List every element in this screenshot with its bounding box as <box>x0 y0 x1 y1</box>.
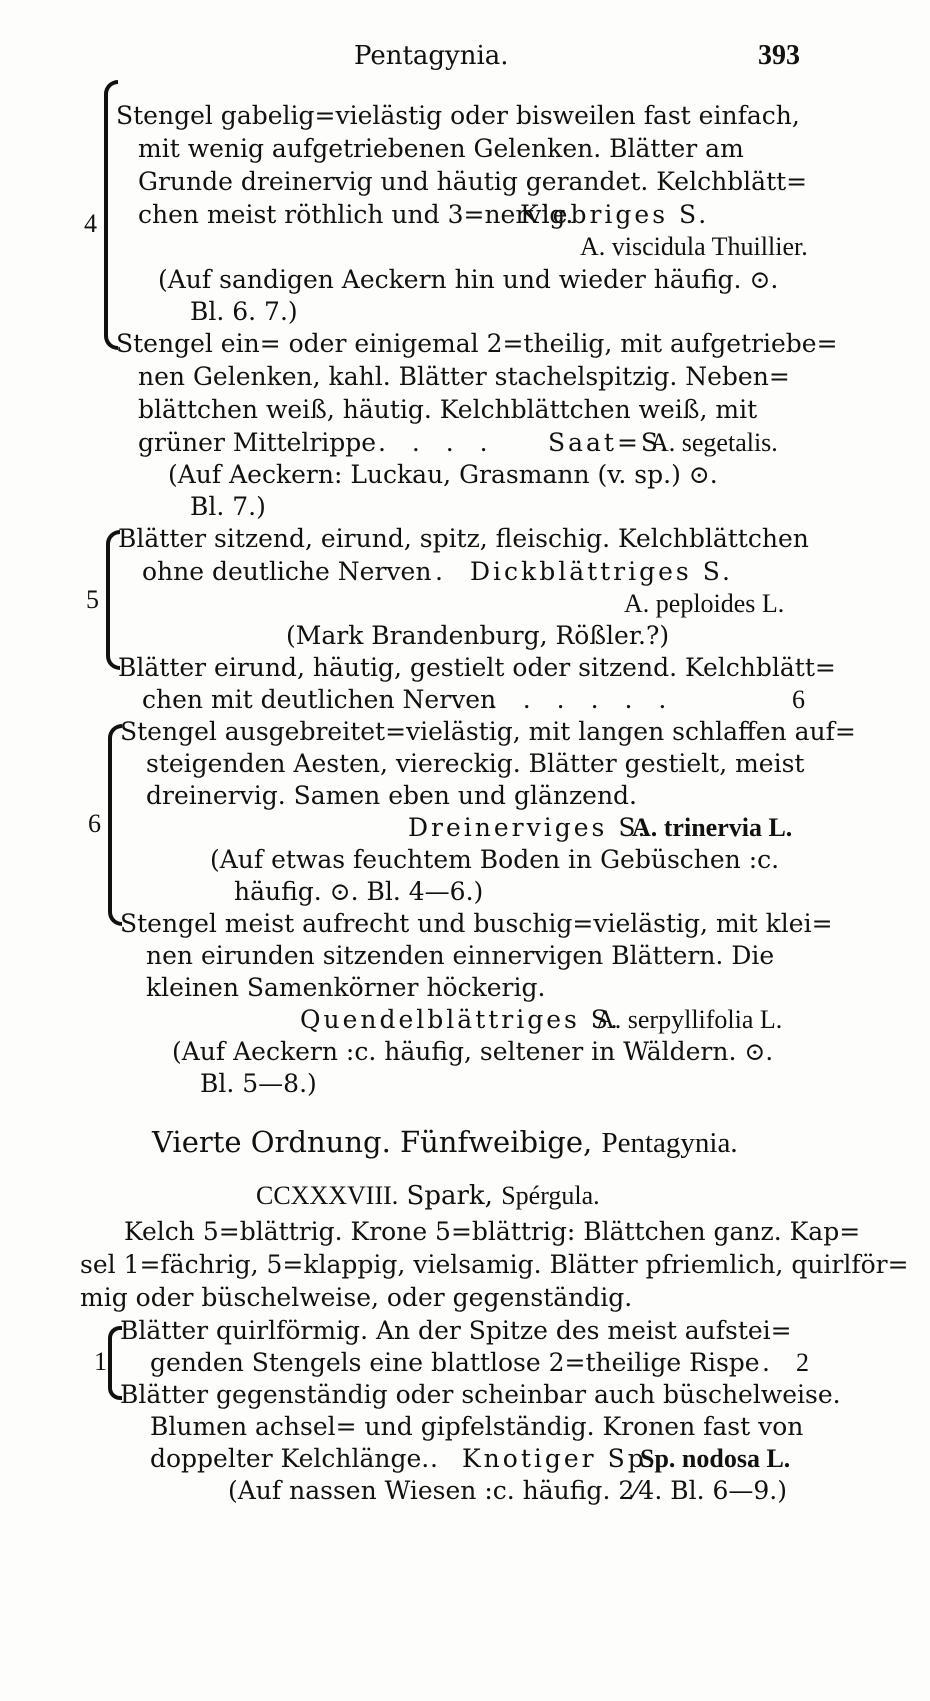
lead-reference: 6 <box>792 685 805 714</box>
latin-name: A. trinervia L. <box>632 813 793 842</box>
couplet-number: 4 <box>84 209 97 238</box>
genus-latin: Spérgula. <box>501 1181 600 1210</box>
flowering-note: Bl. 5—8.) <box>200 1069 317 1098</box>
couplet-4a-line-4: chen meist röthlich und 3=nervig. <box>138 200 574 229</box>
key-1a-line-2: genden Stengels eine blattlose 2=theilige Rispe <box>150 1348 760 1377</box>
latin-name: A. viscidula Thuillier. <box>580 232 808 261</box>
habitat-note: (Auf sandigen Aeckern hin und wieder häufig. ⊙. <box>158 265 779 294</box>
running-title: Pentagynia. <box>354 41 509 71</box>
latin-name: Sp. nodosa L. <box>640 1444 791 1473</box>
couplet-4b-line-2: nen Gelenken, kahl. Blätter stachelspitzig. Neben= <box>138 362 790 391</box>
latin-name: A. serpyllifolia L. <box>596 1005 783 1034</box>
habitat-note: (Auf Aeckern :c. häufig, seltener in Wäldern. ⊙. <box>172 1037 774 1066</box>
habitat-note: (Auf Aeckern: Luckau, Grasmann (v. sp.) ⊙. <box>168 460 718 489</box>
habitat-note: (Auf etwas feuchtem Boden in Gebüschen :c. <box>210 845 780 874</box>
key-1b-line-3: doppelter Kelchlänge. <box>150 1444 430 1473</box>
order-heading <box>152 1124 738 1161</box>
genus-description-line-3: mig oder büschelweise, oder gegenständig. <box>80 1283 633 1312</box>
couplet-4b-line-1: Stengel ein= oder einigemal 2=theilig, mit aufgetriebe= <box>116 329 838 358</box>
genus-heading <box>256 1180 600 1212</box>
couplet-6b-line-2: nen eirunden sitzenden einnervigen Blättern. Die <box>146 941 775 970</box>
order-german: Vierte Ordnung. Fünfweibige, <box>152 1125 593 1159</box>
couplet-number: 5 <box>86 585 99 614</box>
brace-couplet-6 <box>108 724 122 926</box>
order-latin: Pentagynia. <box>601 1127 738 1159</box>
common-name: Saat=S. <box>548 428 672 457</box>
genus-german: Spark, <box>406 1181 493 1211</box>
genus-number: CCXXXVIII. <box>256 1181 399 1210</box>
genus-description-line-2: sel 1=fächrig, 5=klappig, vielsamig. Blätter pfriemlich, quirlför= <box>80 1250 909 1279</box>
common-name: Dickblättriges S. <box>470 557 733 586</box>
key-1a-line-1: Blätter quirlförmig. An der Spitze des meist aufstei= <box>120 1316 792 1345</box>
couplet-4a-line-2: mit wenig aufgetriebenen Gelenken. Blätter am <box>138 134 744 163</box>
leader-dots: . . . . <box>378 428 497 457</box>
common-name: Dreinerviges S. <box>408 813 649 842</box>
latin-name: A. peploides L. <box>624 589 785 618</box>
lead-reference: 2 <box>796 1348 809 1377</box>
couplet-6b-line-3: kleinen Samenkörner höckerig. <box>146 973 546 1002</box>
couplet-5b-line-1: Blätter eirund, häutig, gestielt oder sitzend. Kelchblätt= <box>118 653 836 682</box>
common-name: Knotiger Sp. <box>462 1444 658 1473</box>
couplet-5b-line-2: chen mit deutlichen Nerven <box>142 685 497 714</box>
latin-name: A. segetalis. <box>650 428 778 457</box>
leader-dots: . <box>762 1348 770 1377</box>
leader-dots: . . . . . . . <box>455 685 676 714</box>
couplet-6a-line-3: dreinervig. Samen eben und glänzend. <box>146 781 638 810</box>
key-1b-line-2: Blumen achsel= und gipfelständig. Kronen fast von <box>150 1412 804 1441</box>
couplet-6b-line-1: Stengel meist aufrecht und buschig=vielästig, mit klei= <box>120 909 833 938</box>
leader-dots: . <box>430 1444 438 1473</box>
couplet-5a-line-2: ohne deutliche Nerven <box>142 557 432 586</box>
habitat-note: (Mark Brandenburg, Rößler.?) <box>286 621 670 650</box>
leader-dots: . <box>435 557 443 586</box>
habitat-note: (Auf nassen Wiesen :c. häufig. 2⁄4. Bl. 6—9.) <box>228 1476 787 1505</box>
flowering-note: Bl. 6. 7.) <box>190 297 298 326</box>
common-name: Klebriges S. <box>520 200 710 229</box>
couplet-4b-line-3: blättchen weiß, häutig. Kelchblättchen weiß, mit <box>138 395 758 424</box>
genus-description-line-1: Kelch 5=blättrig. Krone 5=blättrig: Blättchen ganz. Kap= <box>124 1217 861 1246</box>
couplet-6a-line-1: Stengel ausgebreitet=vielästig, mit langen schlaffen auf= <box>120 717 856 746</box>
page-number: 393 <box>758 40 800 71</box>
couplet-number: 1 <box>94 1347 107 1376</box>
flowering-note: Bl. 7.) <box>190 492 266 521</box>
common-name: Quendelblättriges S. <box>300 1005 621 1034</box>
couplet-5a-line-1: Blätter sitzend, eirund, spitz, fleischig. Kelchblättchen <box>118 524 809 553</box>
key-1b-line-1: Blätter gegenständig oder scheinbar auch büschelweise. <box>120 1380 841 1409</box>
couplet-4a-line-3: Grunde dreinervig und häutig gerandet. Kelchblätt= <box>138 167 808 196</box>
couplet-4a-line-1: Stengel gabelig=vielästig oder bisweilen fast einfach, <box>116 101 800 130</box>
couplet-4b-line-4: grüner Mittelrippe <box>138 428 377 457</box>
flowering-note: häufig. ⊙. Bl. 4—6.) <box>234 877 484 906</box>
couplet-6a-line-2: steigenden Aesten, viereckig. Blätter gestielt, meist <box>146 749 805 778</box>
couplet-number: 6 <box>88 809 101 838</box>
